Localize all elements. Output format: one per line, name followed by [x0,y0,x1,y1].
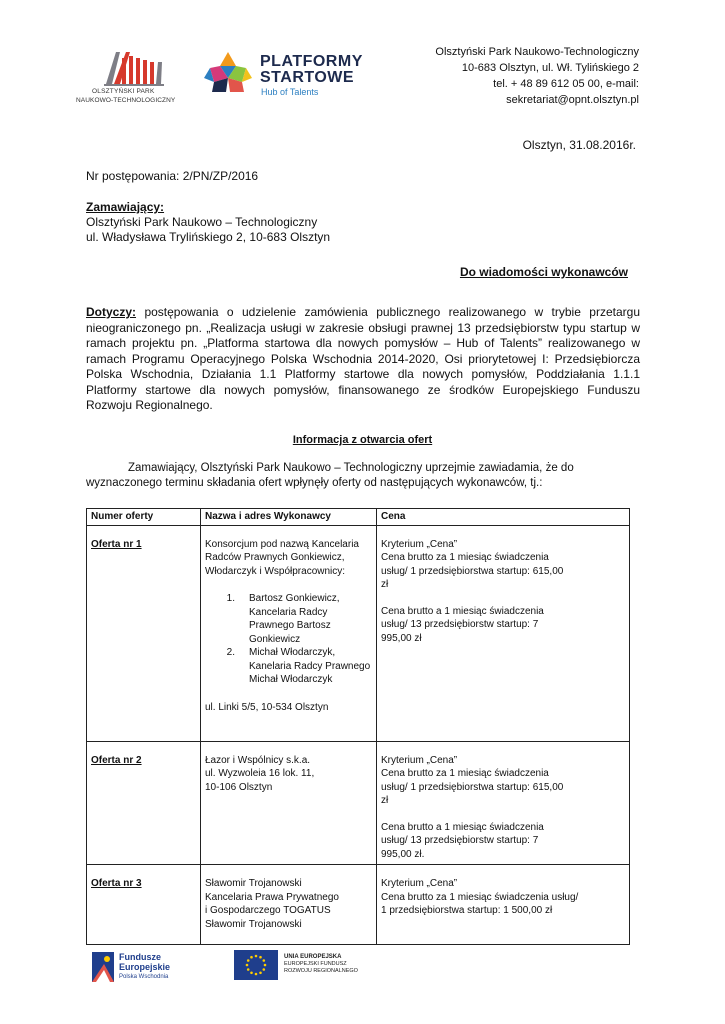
criterion: Kryterium „Cena” [381,538,458,550]
section-title: Informacja z otwarcia ofert [292,434,433,446]
contractor-line: 10-106 Olsztyn [205,781,273,793]
price-line-1: Cena brutto za 1 miesiąc świadczenia usług/ 1 przedsiębiorstwa startup: 615,00 zł [381,768,564,806]
list-item-text: Michał Włodarczyk, Kanelaria Radcy Prawnego Michał Włodarczyk [249,647,371,685]
contractor-line: Sławomir Trojanowski [205,918,302,930]
fundusze-europejskie-mark [92,952,114,982]
list-item [205,592,372,646]
ptnt-logo-line1: OLSZTYŃSKI PARK [92,88,155,95]
list-item-number: 1. [226,593,235,604]
table-row [87,525,630,741]
subject-label: Dotyczy: [86,305,137,319]
price-line-2: Cena brutto a 1 miesiąc świadczenia usług/ 13 przedsiębiorstw startup: 7 995,00 zł. [381,821,544,860]
criterion: Kryterium „Cena” [381,754,458,766]
table-row [87,741,630,865]
criterion: Kryterium „Cena” [381,878,458,889]
sender-email-link[interactable]: sekretariat@opnt.olsztyn.pl [506,94,639,106]
contractor-line: Kancelaria Prawa Prywatnego [205,891,339,903]
contractor-cell [201,741,377,865]
consortium-members [205,592,372,687]
contractor-line: Sławomir Trojanowski [205,878,302,889]
contractor-line: ul. Wyzwoleia 16 lok. 11, [205,768,315,779]
price-line-2: Cena brutto a 1 miesiąc świadczenia usług/ 13 przedsiębiorstw startup: 7 995,00 zł [381,605,544,644]
ptnt-logo-graphic [76,46,186,90]
intro-paragraph: Zamawiający, Olsztyński Park Naukowo – Technologiczny uprzejmie zawiadamia, że do wyznaczonego terminu składania ofert wpłynęły oferty od następujących wykonawców, tj.: [86,462,574,489]
eu-logo [234,950,384,984]
header-price: Cena [377,509,630,526]
offer-number: Oferta nr 2 [91,754,142,766]
ptnt-logo-line2: NAUKOWO-TECHNOLOGICZNY [76,97,176,104]
contractor-line: i Gospodarczego TOGATUS [205,905,331,916]
ordering-party [86,200,330,245]
offer-number: Oferta nr 3 [91,878,142,889]
list-item-number: 2. [226,647,235,658]
price-line-1: Cena brutto za 1 miesiąc świadczenia usług/ 1 przedsiębiorstwa startup: 615,00 zł [381,552,564,590]
contractor-intro: Konsorcjum pod nazwą Kancelaria Radców Prawnych Gonkiewicz, Włodarczyk i Współpracownicy: [205,538,359,577]
ptnt-logo [76,46,186,108]
offer-number-cell [87,741,201,865]
list-item-text: Bartosz Gonkiewicz, Kancelaria Radcy Prawnego Bartosz Gonkiewicz [249,593,340,645]
eu-line2: EUROPEJSKI FUNDUSZ [284,961,347,967]
sender-address-line2: 10-683 Olsztyn, ul. Wł. Tylińskiego 2 [461,62,639,74]
subject-text: postępowania o udzielenie zamówienia publicznego realizowanego w trybie przetargu nieograniczonego pn. „Realizacja usługi w zakresie obsługi prawnej 13 przedsiębiorstw typu startup w ramach projektu pn. „Platforma startowa dla nowych pomysłów – Hub of Talents” realizowanego w ramach Programu Operacyjnego Polska Wschodnia 2014-2020, Osi priorytetowej I: Przedsiębiorcza Polska Wschodnia, Działania 1.1 Platformy startowe dla nowych pomysłów, Poddziałania 1.1.1 Platformy startowe dla nowych pomysłów, finansowanego ze środków Europejskiego Funduszu Rozwoju Regionalnego. [86,305,640,412]
platformy-logo-line1: PLATFORMY [260,53,363,70]
sender-address [435,44,639,108]
ordering-party-name: Olsztyński Park Naukowo – Technologiczny [86,215,318,229]
table-header-row [87,509,630,526]
platformy-logo [200,48,380,102]
fe-line3: Polska Wschodnia [119,974,169,980]
platformy-logo-line3: Hub of Talents [261,87,319,97]
contractor-cell [201,525,377,741]
offer-number: Oferta nr 1 [91,538,142,550]
ordering-party-label: Zamawiający: [86,200,165,214]
platformy-logo-mark [200,48,256,98]
fe-line2: Europejskie [119,962,171,972]
header-contractor: Nazwa i adres Wykonawcy [201,509,377,526]
price-cell [377,741,630,865]
sender-address-line1: Olsztyński Park Naukowo-Technologiczny [435,46,639,58]
price-cell [377,525,630,741]
subject-paragraph [86,305,640,414]
contractor-cell [201,865,377,945]
price-line-1: Cena brutto za 1 miesiąc świadczenia usług/ 1 przedsiębiorstwa startup: 1 500,00 zł [381,891,579,916]
fe-line1: Fundusze [119,952,161,962]
platformy-logo-line2: STARTOWE [260,69,355,86]
offer-number-cell [87,865,201,945]
price-cell [377,865,630,945]
eu-flag-icon [234,950,278,980]
fundusze-europejskie-logo [92,950,192,984]
recipients-heading: Do wiadomości wykonawców [459,265,628,279]
eu-line1: UNIA EUROPEJSKA [284,954,342,960]
contractor-line: Łazor i Wspólnicy s.k.a. [205,754,311,766]
eu-line3: ROZWOJU REGIONALNEGO [284,968,358,974]
table-row [87,865,630,945]
ordering-party-address: ul. Władysława Trylińskiego 2, 10-683 Olsztyn [86,230,331,244]
offers-table [86,508,630,945]
list-item [205,646,372,687]
offer-number-cell [87,525,201,741]
sender-address-line3: tel. + 48 89 612 05 00, e-mail: [493,78,639,90]
contractor-address: ul. Linki 5/5, 10-534 Olsztyn [205,701,329,713]
case-number: Nr postępowania: 2/PN/ZP/2016 [86,169,259,183]
letter-date: Olsztyn, 31.08.2016r. [522,138,636,152]
header-offer-number: Numer oferty [87,509,201,526]
